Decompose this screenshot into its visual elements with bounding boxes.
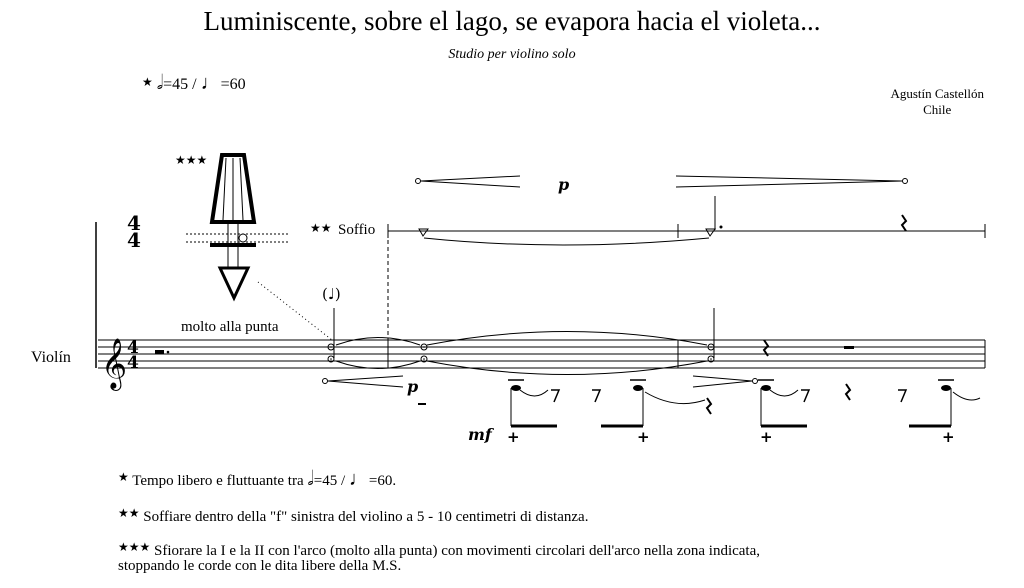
bow-diagram-icon [186, 155, 332, 340]
half-rest-icon [155, 350, 164, 354]
time-signature-staff-numerator: 4 [127, 338, 139, 358]
score-title: Luminiscente, sobre el lago, se evapora hacia el violeta... [203, 6, 821, 36]
top-hairpins [416, 176, 908, 187]
plus-mark: + [760, 428, 773, 446]
quarter-note-icon: ♩ [200, 72, 221, 94]
time-signature-top-numerator: 4 [127, 211, 141, 235]
quarter-note-icon: ♩ [348, 468, 369, 490]
time-signature-top-denominator: 4 [127, 228, 141, 252]
half-note-icon: 𝅗𝅥 [156, 72, 164, 94]
staff-notes [328, 308, 854, 375]
tempo-value-a: =45 / [163, 76, 201, 93]
footnote-2 [118, 506, 588, 526]
footnote-stars: ★ [118, 470, 129, 484]
plus-mark: + [637, 428, 650, 446]
dynamic-mf: mf [468, 425, 492, 444]
footnote-text: Sfiorare la I e la II con l'arco (molto alla punta) con movimenti circolari dell'arco nella zona indicata, [150, 543, 761, 559]
footnote-text: stoppando le corde con le dita libere della M.S. [118, 558, 402, 574]
footnote-3-line2 [118, 558, 401, 575]
composer-country: Chile [923, 102, 952, 117]
score-subtitle: Studio per violino solo [448, 47, 576, 62]
parenthesized-quarter-note: (♩) [322, 285, 341, 303]
tempo-value-b: =60 [220, 76, 246, 93]
treble-clef-icon: 𝄞 [101, 338, 128, 389]
composer-name: Agustín Castellón [890, 86, 984, 101]
dynamic-p-bottom: p [407, 377, 419, 396]
plus-mark: + [942, 428, 955, 446]
footnote-stars: ★★★ [118, 540, 151, 554]
footnote-text: =45 / [313, 473, 349, 489]
soffio-label: Soffio [338, 222, 376, 238]
footnote-text: Tempo libero e fluttuante tra [128, 473, 308, 489]
lower-notation [323, 376, 981, 426]
technique-molto-alla-punta: molto alla punta [181, 319, 279, 335]
soffio-line [388, 196, 985, 245]
footnote-3 [118, 540, 760, 560]
triple-star-marker: ★★★ [175, 153, 208, 167]
plus-mark: + [507, 428, 520, 446]
footnote-text: =60. [368, 473, 397, 489]
instrument-name: Violín [31, 349, 71, 366]
dynamic-p-top: p [558, 175, 570, 194]
footnote-text: Soffiare dentro della "f" sinistra del violino a 5 - 10 centimetri di distanza. [139, 509, 589, 525]
time-signature-staff-denominator: 4 [127, 353, 139, 373]
double-star-marker: ★★ [310, 221, 332, 235]
footnote-stars: ★★ [118, 506, 140, 520]
half-note-icon: 𝅗𝅥 [307, 468, 314, 490]
star-icon: ★ [142, 75, 153, 89]
footnote-1 [118, 468, 396, 491]
